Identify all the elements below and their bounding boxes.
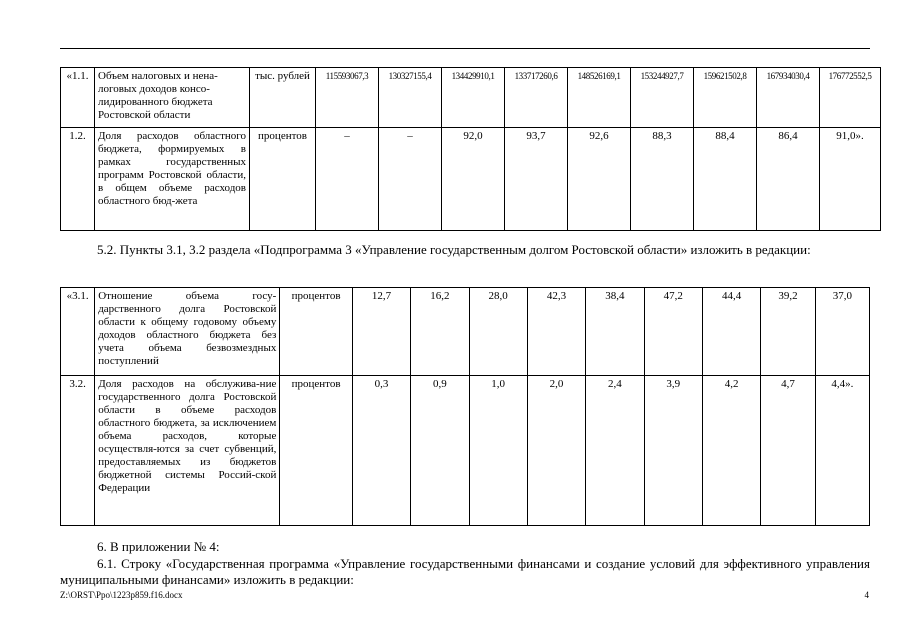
- value-cell: 0,3: [352, 376, 410, 526]
- row-number: 1.2.: [61, 128, 95, 231]
- unit-cell: процентов: [280, 288, 352, 376]
- indicators-table-1: [60, 67, 881, 231]
- value-cell: –: [316, 128, 379, 231]
- value-cell: 159621502,8: [694, 68, 757, 128]
- table-row: [61, 376, 870, 526]
- table-row: [61, 128, 881, 231]
- value-cell: 130327155,4: [379, 68, 442, 128]
- value-cell: 39,2: [761, 288, 815, 376]
- indicator-description: Отношение объема госу-дарственного долга Ростовской области к общему годовому объему доходов областного бюджета без учета объема безвозмездных поступлений: [95, 288, 280, 376]
- value-cell: 148526169,1: [568, 68, 631, 128]
- value-cell: 28,0: [469, 288, 527, 376]
- value-cell: 0,9: [411, 376, 469, 526]
- value-cell: 44,4: [702, 288, 760, 376]
- unit-cell: процентов: [250, 128, 316, 231]
- page-number: 4: [864, 590, 869, 600]
- row-number: «1.1.: [61, 68, 95, 128]
- value-cell: 176772552,5: [820, 68, 881, 128]
- value-cell: 16,2: [411, 288, 469, 376]
- unit-cell: тыс. рублей: [250, 68, 316, 128]
- value-cell: 93,7: [505, 128, 568, 231]
- value-cell: 4,2: [702, 376, 760, 526]
- table-row: [61, 288, 870, 376]
- value-cell: 12,7: [352, 288, 410, 376]
- row-number: «3.1.: [61, 288, 95, 376]
- unit-cell: процентов: [280, 376, 352, 526]
- value-cell: 42,3: [527, 288, 585, 376]
- indicator-description: Доля расходов на обслужива-ние государственного долга Ростовской области в объеме расходов областного бюджета, за исключением объема расходов, которые осуществля-ются за счет субвенций, предоставляемых из бюджетов бюджетной системы Россий-ской Федерации: [95, 376, 280, 526]
- value-cell: 134429910,1: [442, 68, 505, 128]
- value-cell: 92,6: [568, 128, 631, 231]
- value-cell: 86,4: [757, 128, 820, 231]
- value-cell: 1,0: [469, 376, 527, 526]
- value-cell: 4,4».: [815, 376, 869, 526]
- row-number: 3.2.: [61, 376, 95, 526]
- indicator-description: Объем налоговых и нена-логовых доходов консо-лидированного бюджета Ростовской области: [95, 68, 250, 128]
- table-row: [61, 68, 881, 128]
- paragraph-5-2: 5.2. Пункты 3.1, 3.2 раздела «Подпрограмма 3 «Управление государственным долгом Ростовской области» изложить в редакции:: [97, 242, 811, 257]
- top-rule: [60, 48, 870, 49]
- value-cell: 2,4: [586, 376, 644, 526]
- indicators-table-2: [60, 287, 870, 526]
- value-cell: 153244927,7: [631, 68, 694, 128]
- value-cell: 38,4: [586, 288, 644, 376]
- value-cell: 115593067,3: [316, 68, 379, 128]
- paragraph-6-1: 6.1. Строку «Государственная программа «Управление государственными финансами и создание условий для эффективного управления муниципальными финансами» изложить в редакции:: [60, 556, 870, 587]
- paragraph-6: 6. В приложении № 4:: [97, 539, 220, 554]
- value-cell: 167934030,4: [757, 68, 820, 128]
- footer-file-path: Z:\ORST\Ppo\1223p859.f16.docx: [60, 590, 183, 600]
- value-cell: 47,2: [644, 288, 702, 376]
- value-cell: 3,9: [644, 376, 702, 526]
- value-cell: 4,7: [761, 376, 815, 526]
- value-cell: 2,0: [527, 376, 585, 526]
- indicator-description: Доля расходов областного бюджета, формируемых в рамках государственных программ Ростовской области, в общем объеме расходов областного бюд-жета: [95, 128, 250, 231]
- value-cell: 37,0: [815, 288, 869, 376]
- value-cell: 133717260,6: [505, 68, 568, 128]
- value-cell: –: [379, 128, 442, 231]
- value-cell: 92,0: [442, 128, 505, 231]
- value-cell: 91,0».: [820, 128, 881, 231]
- value-cell: 88,4: [694, 128, 757, 231]
- value-cell: 88,3: [631, 128, 694, 231]
